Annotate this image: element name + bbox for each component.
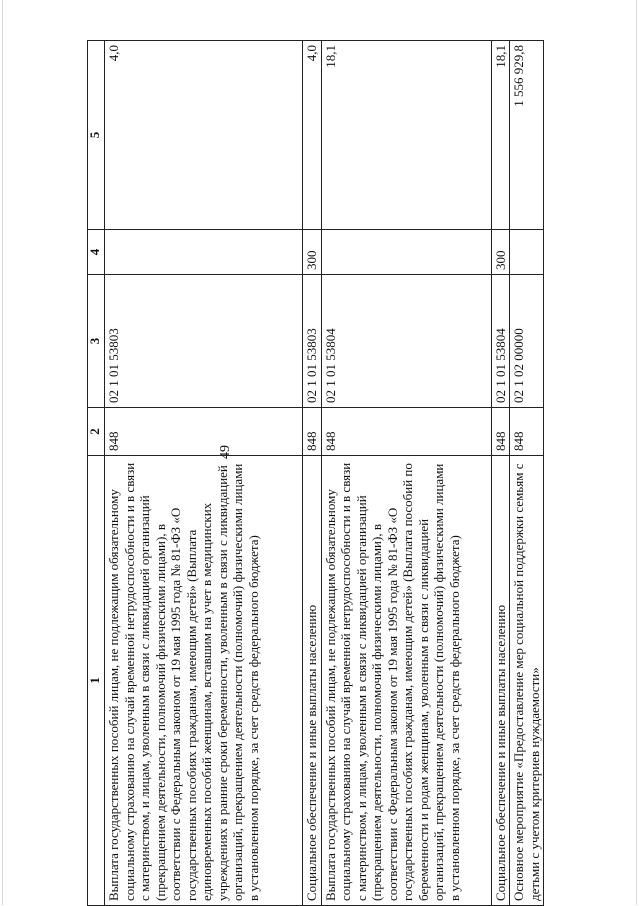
row-csr: 02 1 01 53804 xyxy=(321,275,491,408)
scan-edge-right xyxy=(636,0,637,905)
header-col-1: 1 xyxy=(88,456,105,906)
row-name: Социальное обеспечение и иные выплаты населению xyxy=(491,456,510,906)
row-vr xyxy=(510,230,544,275)
header-col-5: 5 xyxy=(88,41,105,230)
table-row xyxy=(105,41,303,906)
row-vr xyxy=(105,230,303,275)
row-grbs: 848 xyxy=(303,408,322,456)
header-col-3: 3 xyxy=(88,275,105,408)
row-vr: 300 xyxy=(491,230,510,275)
row-name: Выплата государственных пособий лицам, не подлежащим обязательному социальному страхованию на случай временной нетрудоспособности и в связи с материнством, и лицам, уволенным в связи с ликвидацией организаций (прекращением деятельности, полномочий физическими лицами), в соответствии с Федеральным законом от 19 мая 1995 года № 81-ФЗ «О государственных пособиях гражданам, имеющим детей» (Выплата пособий по беременности и родам женщинам, уволенным в связи с ликвидацией организаций, прекращением деятельности (полномочий) физическими лицами в установленном порядке, за счет средств федерального бюджета) xyxy=(321,456,491,906)
header-col-2: 2 xyxy=(88,408,105,456)
row-grbs: 848 xyxy=(105,408,303,456)
row-grbs: 848 xyxy=(510,408,544,456)
row-csr: 02 1 01 53804 xyxy=(491,275,510,408)
row-grbs: 848 xyxy=(321,408,491,456)
page-number: 49 xyxy=(218,445,233,459)
row-amount: 1 556 929,8 xyxy=(510,41,544,230)
row-vr: 300 xyxy=(303,230,322,275)
row-name: Социальное обеспечение и иные выплаты населению xyxy=(303,456,322,906)
row-grbs: 848 xyxy=(491,408,510,456)
table-row xyxy=(303,41,322,906)
table-header-row xyxy=(88,41,105,906)
row-csr: 02 1 01 53803 xyxy=(105,275,303,408)
table-row xyxy=(510,41,544,906)
row-amount: 4,0 xyxy=(105,41,303,230)
header-col-4: 4 xyxy=(88,230,105,275)
row-name: Выплата государственных пособий лицам, не подлежащим обязательному социальному страхованию на случай временной нетрудоспособности и в связи с материнством, и лицам, уволенным в связи с ликвидацией организаций (прекращением деятельности, полномочий физическими лицами), в соответствии с Федеральным законом от 19 мая 1995 года № 81-ФЗ «О государственных пособиях гражданам, имеющим детей» (Выплата единовременных пособий женщинам, вставшим на учет в медицинских учреждениях в ранние сроки беременности, уволенным в связи с ликвидацией организаций, прекращением деятельности (полномочий) физическими лицами в установленном порядке, за счет средств федерального бюджета) xyxy=(105,456,303,906)
row-vr xyxy=(321,230,491,275)
scan-edge-left xyxy=(2,0,3,905)
budget-table xyxy=(87,40,544,906)
table-row xyxy=(491,41,510,906)
row-csr: 02 1 01 53803 xyxy=(303,275,322,408)
table-row xyxy=(321,41,491,906)
row-amount: 4,0 xyxy=(303,41,322,230)
row-amount: 18,1 xyxy=(321,41,491,230)
rotated-table-container xyxy=(87,41,542,906)
row-name: Основное мероприятие «Предоставление мер социальной поддержки семьям с детьми с учетом критериев нуждаемости» xyxy=(510,456,544,906)
row-amount: 18,1 xyxy=(491,41,510,230)
row-csr: 02 1 02 00000 xyxy=(510,275,544,408)
